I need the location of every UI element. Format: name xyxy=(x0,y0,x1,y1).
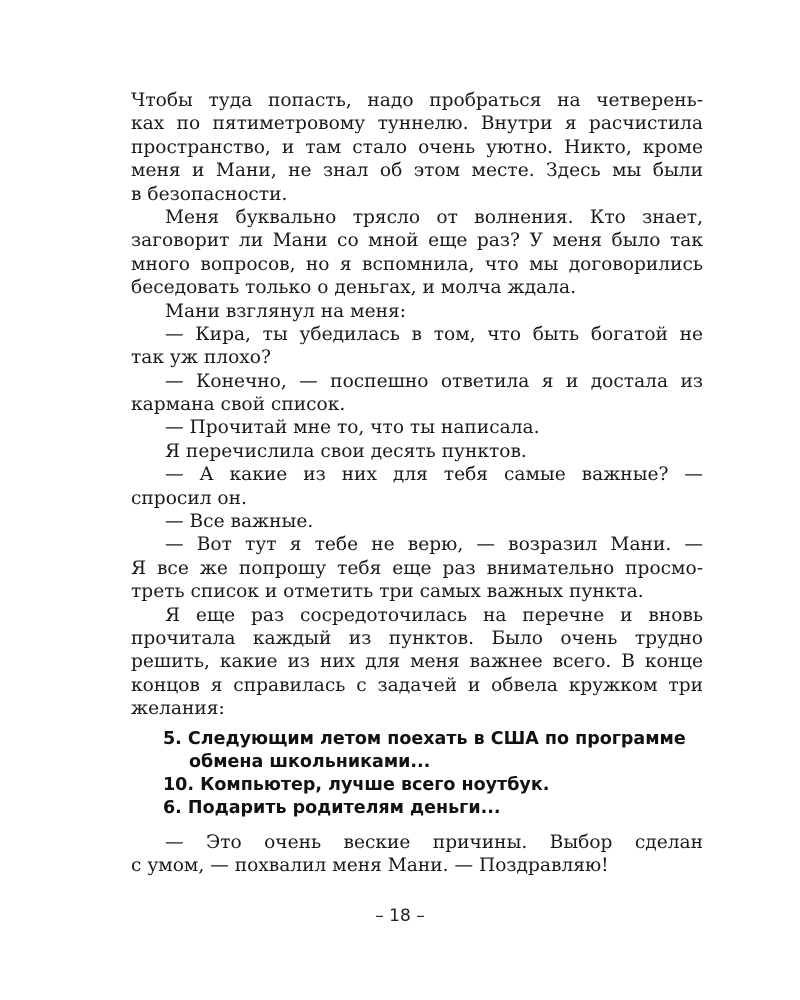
text-line: Я все же попрошу тебя еще раз внимательно просмо- xyxy=(131,557,703,579)
text-line: кармана свой список. xyxy=(131,394,346,416)
paragraph xyxy=(131,604,703,721)
text-line: — Прочитай мне то, что ты написала. xyxy=(165,417,540,439)
list-item xyxy=(163,774,723,797)
paragraph xyxy=(131,300,703,323)
dialogue xyxy=(131,463,703,510)
list-item-text: 10. Компьютер, лучше всего ноутбук. xyxy=(163,775,550,795)
text-line: в безопасности. xyxy=(131,183,288,205)
text-line: концов я справилась с задачей и обвела кружком три xyxy=(131,674,703,696)
list-item xyxy=(163,797,723,820)
text-line: — Кира, ты убедилась в том, что быть богатой не xyxy=(165,323,703,345)
text-line: Я перечислила свои десять пунктов. xyxy=(165,440,527,462)
dialogue xyxy=(131,416,703,439)
main-text xyxy=(131,89,703,721)
list-item xyxy=(163,728,723,774)
text-line: — Конечно, — поспешно ответила я и достала из xyxy=(165,370,703,392)
text-line: — А какие из них для тебя самые важные? — xyxy=(165,464,703,486)
list-item-text: обмена школьниками... xyxy=(189,752,431,772)
text-line: решить, какие из них для меня важнее всего. В конце xyxy=(131,651,703,673)
text-line: с умом, — похвалил меня Мани. — Поздравляю! xyxy=(131,855,609,877)
text-line: Меня буквально трясло от волнения. Кто знает, xyxy=(165,206,703,228)
dialogue xyxy=(131,370,703,417)
dialogue xyxy=(131,533,703,603)
paragraph xyxy=(131,206,703,300)
text-line: — Это очень веские причины. Выбор сделан xyxy=(165,832,703,853)
text-line: прочитала каждый из пунктов. Было очень трудно xyxy=(131,627,703,649)
list-item-text: 6. Подарить родителям деньги... xyxy=(163,798,501,818)
text-line: пространство, и там стало очень уютно. Никто, кроме xyxy=(131,136,703,158)
text-line: желания: xyxy=(131,698,225,720)
text-line: спросил он. xyxy=(131,487,247,509)
text-line: беседовать только о деньгах, и молча ждала. xyxy=(131,277,576,299)
text-line: меня и Мани, не знал об этом месте. Здесь мы были xyxy=(131,160,703,182)
text-line: Мани взглянул на меня: xyxy=(165,300,407,322)
text-line: ках по пятиметровому туннелю. Внутри я расчистила xyxy=(131,113,703,135)
text-line: — Все важные. xyxy=(165,511,314,533)
text-line: заговорит ли Мани со мной еще раз? У меня было так xyxy=(131,230,703,252)
text-line: много вопросов, но я вспомнила, что мы договорились xyxy=(131,253,703,275)
text-line: треть список и отметить три самых важных пункта. xyxy=(131,581,644,603)
dialogue xyxy=(131,323,703,370)
text-line: так уж плохо? xyxy=(131,347,271,369)
page-number: – 18 – xyxy=(375,906,425,926)
closing-paragraph xyxy=(131,831,703,878)
text-line: Я еще раз сосредоточилась на перечне и вновь xyxy=(165,604,703,626)
paragraph xyxy=(131,440,703,463)
dialogue xyxy=(131,510,703,533)
text-line: Чтобы туда попасть, надо пробраться на четверень- xyxy=(131,90,703,111)
text-line: — Вот тут я тебе не верю, — возразил Мани. — xyxy=(165,534,703,556)
list-item-text: 5. Следующим летом поехать в США по программе xyxy=(163,729,686,749)
wish-list xyxy=(163,728,723,820)
paragraph xyxy=(131,89,703,206)
